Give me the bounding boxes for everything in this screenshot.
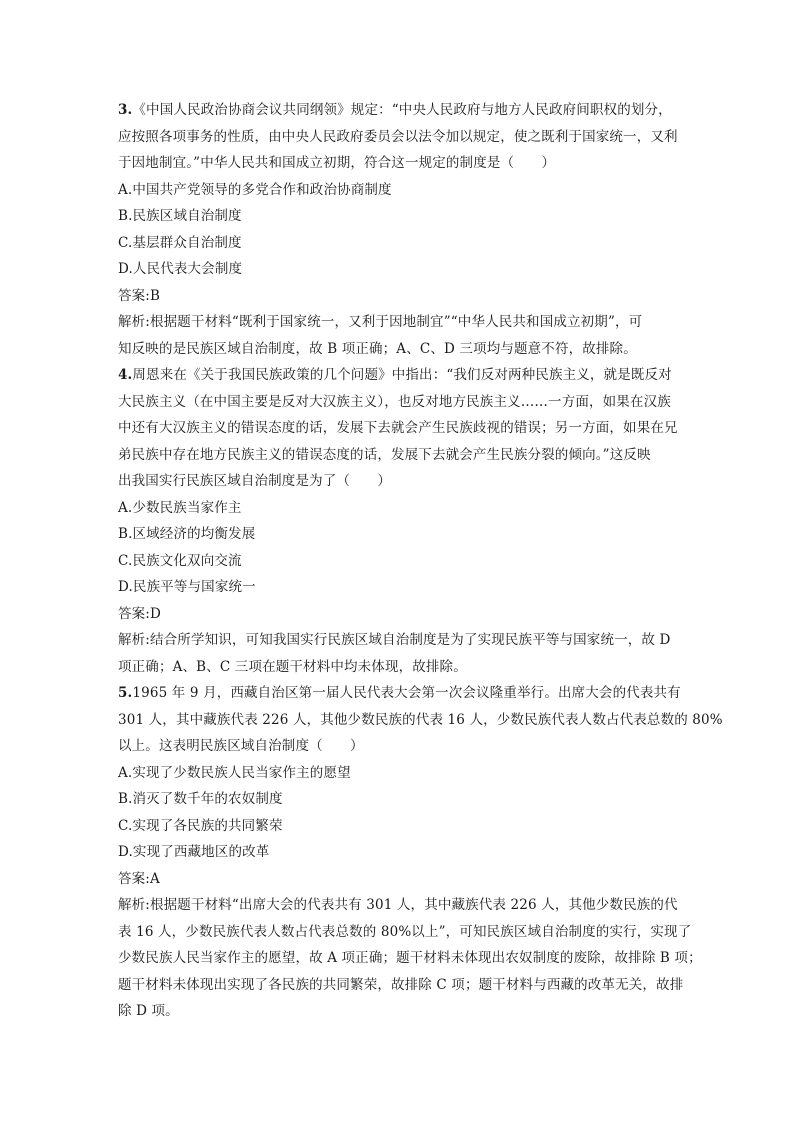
- answer-line: [118, 866, 678, 893]
- option-c: C.基层群众自治制度: [118, 234, 242, 251]
- option-d: D.民族平等与国家统一: [118, 579, 256, 595]
- answer-value: B: [150, 287, 161, 304]
- analysis-label: 解析:: [118, 897, 150, 913]
- question-stem-line: 于因地制宜。”中华人民共和国成立初期，符合这一规定的制度是（ ）: [118, 155, 556, 171]
- answer-label: 答案:: [118, 287, 150, 304]
- answer-value: D: [150, 605, 161, 622]
- document-page: [118, 97, 723, 1025]
- question-4: [118, 362, 678, 680]
- analysis-line: 除 D 项。: [118, 1003, 179, 1019]
- question-3: [118, 97, 678, 362]
- analysis-line: 解析:根据题干材料“既利于国家统一，又利于因地制宜”“中华人民共和国成立初期”，可: [118, 314, 643, 330]
- option-b: B.区域经济的均衡发展: [118, 526, 256, 542]
- question-5: [118, 680, 723, 1025]
- question-stem-line: 以上。这表明民族区域自治制度（ ）: [118, 738, 364, 754]
- analysis-label: 解析:: [118, 632, 150, 648]
- question-stem-line: 应按照各项事务的性质，由中央人民政府委员会以法令加以规定，使之既利于国家统一，又利: [118, 128, 678, 145]
- analysis-line: 解析:结合所学知识，可知我国实行民族区域自治制度是为了实现民族平等与国家统一，故 D: [118, 632, 671, 648]
- analysis-line: 知反映的是民族区域自治制度，故 B 项正确；A、C、D 三项均与题意不符，故排除。: [118, 340, 637, 357]
- question-stem-line: 5.1965 年 9 月，西藏自治区第一届人民代表大会第一次会议隆重举行。出席大会的代表共有: [118, 685, 681, 701]
- question-stem-line: 中还有大汉族主义的错误态度的话，发展下去就会产生民族歧视的错误；另一方面，如果在兄: [118, 420, 678, 436]
- question-number: 4.: [118, 367, 133, 383]
- analysis-line: 表 16 人，少数民族代表人数占代表总数的 80%以上”，可知民族区域自治制度的实行，实现了: [118, 923, 692, 940]
- question-stem-line: 弟民族中存在地方民族主义的错误态度的话，发展下去就会产生民族分裂的倾向。”这反映: [118, 446, 651, 463]
- option-a: A.实现了少数民族人民当家作主的愿望: [118, 764, 351, 781]
- answer-value: A: [150, 870, 160, 887]
- option-a: A.少数民族当家作主: [118, 499, 242, 516]
- question-stem-line: 出我国实行民族区域自治制度是为了（ ）: [118, 473, 391, 489]
- option-b: B.民族区域自治制度: [118, 208, 242, 224]
- option-d: D.人民代表大会制度: [118, 261, 243, 277]
- analysis-line: 解析:根据题干材料“出席大会的代表共有 301 人，其中藏族代表 226 人，其他少数民族的代: [118, 897, 678, 913]
- answer-line: [118, 283, 678, 310]
- option-c: C.实现了各民族的共同繁荣: [118, 817, 283, 834]
- question-stem-line: 大民族主义（在中国主要是反对大汉族主义），也反对地方民族主义……一方面，如果在汉族: [118, 393, 671, 410]
- analysis-line: 项正确；A、B、C 三项在题干材料中均未体现，故排除。: [118, 658, 467, 675]
- option-d: D.实现了西藏地区的改革: [118, 844, 270, 860]
- analysis-line: 少数民族人民当家作主的愿望，故 A 项正确；题干材料未体现出农奴制度的废除，故排除 B 项；: [118, 950, 702, 966]
- question-stem-line: 4.周恩来在《关于我国民族政策的几个问题》中指出：“我们反对两种民族主义，就是既反对: [118, 367, 672, 383]
- analysis-line: 题干材料未体现出实现了各民族的共同繁荣，故排除 C 项；题干材料与西藏的改革无关，故排: [118, 976, 684, 993]
- analysis-label: 解析:: [118, 314, 150, 330]
- question-number: 3.: [118, 102, 133, 118]
- answer-line: [118, 601, 678, 628]
- option-c: C.民族文化双向交流: [118, 552, 242, 569]
- option-b: B.消灭了数千年的农奴制度: [118, 791, 283, 807]
- question-stem-line: 301 人，其中藏族代表 226 人，其他少数民族的代表 16 人，少数民族代表人数占代表总数的 80%: [118, 711, 723, 728]
- option-a: A.中国共产党领导的多党合作和政治协商制度: [118, 181, 392, 198]
- answer-label: 答案:: [118, 605, 150, 622]
- answer-label: 答案:: [118, 870, 150, 887]
- question-number: 5.: [118, 685, 133, 701]
- question-stem-line: 3.《中国人民政治协商会议共同纲领》规定：“中央人民政府与地方人民政府间职权的划分，: [118, 102, 672, 118]
